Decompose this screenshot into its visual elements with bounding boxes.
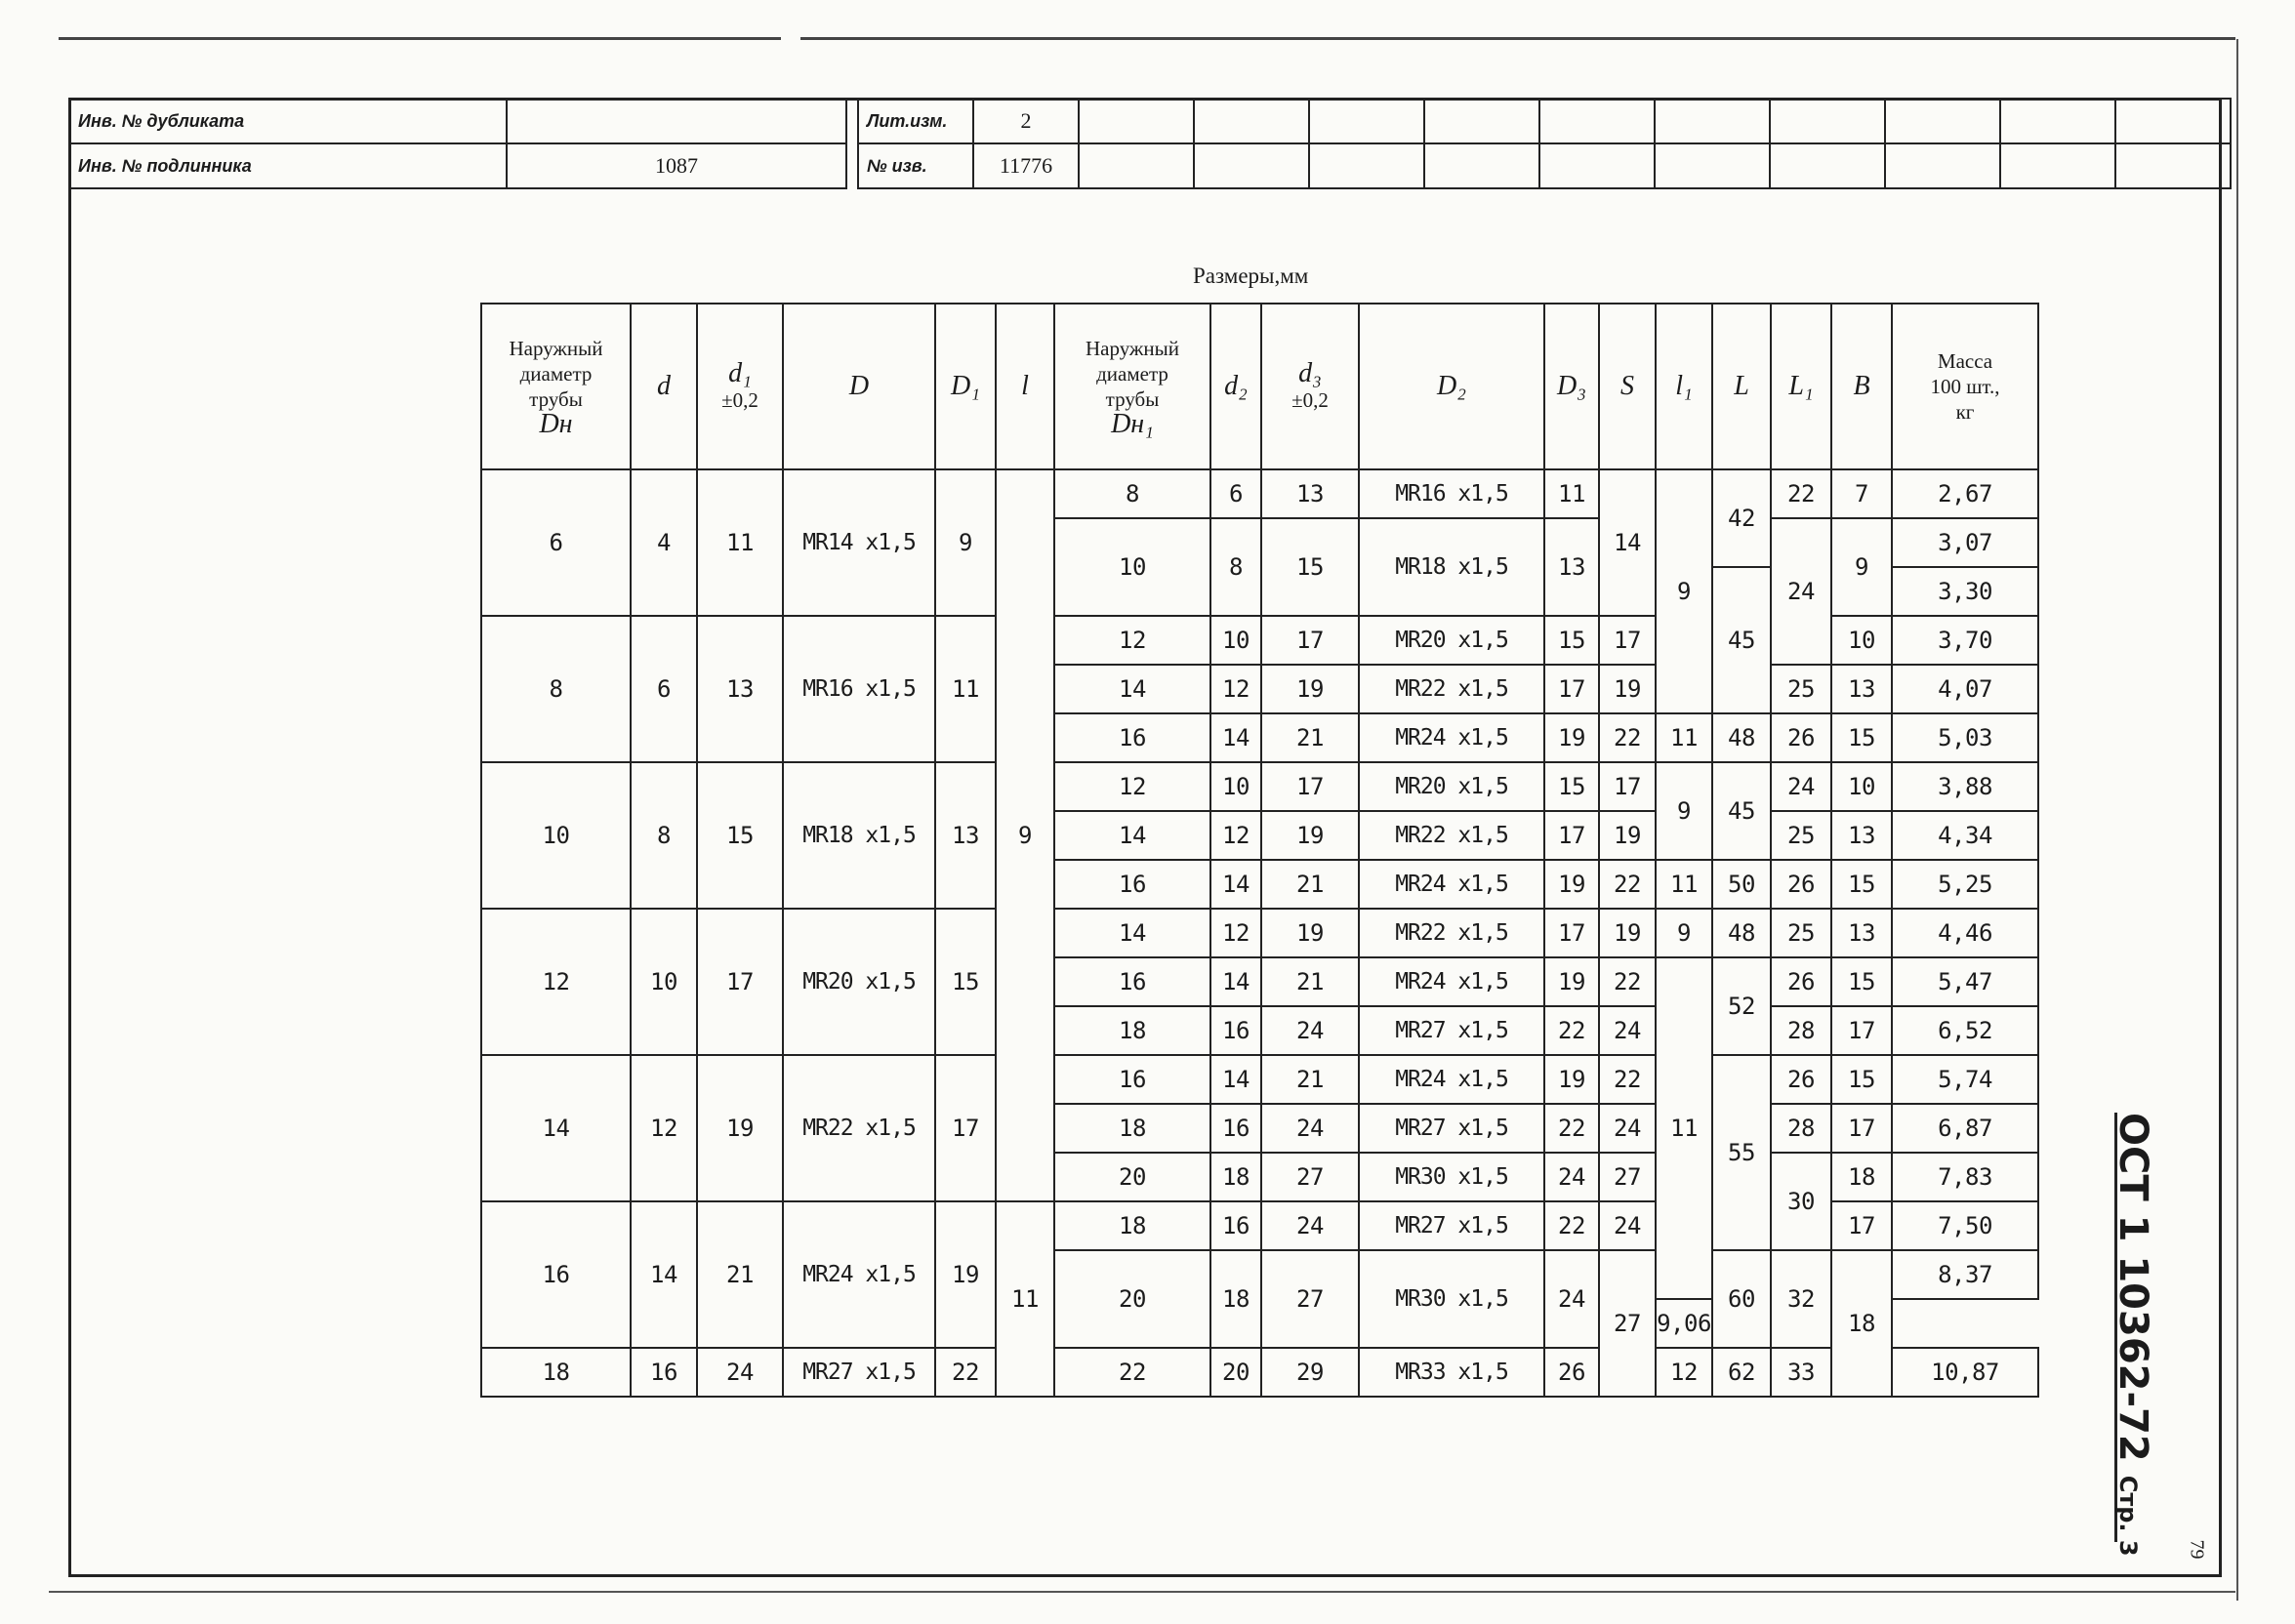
table-cell: 19 [1544, 860, 1599, 909]
table-cell: 22 [935, 1348, 996, 1397]
table-cell: 4 [631, 469, 697, 616]
col-D3: D₃ [1544, 304, 1599, 469]
table-cell: 15 [1544, 762, 1599, 811]
table-cell: MR30 x1,5 [1359, 1250, 1544, 1348]
table-cell: 14 [631, 1201, 697, 1348]
table-cell: 14 [1210, 957, 1261, 1006]
table-cell: 15 [1544, 616, 1599, 665]
table-cell: 9 [996, 469, 1054, 1201]
table-cell: 14 [1210, 713, 1261, 762]
table-cell: 22 [1599, 957, 1656, 1006]
table-cell: 27 [1599, 1153, 1656, 1201]
table-cell: 26 [1771, 860, 1831, 909]
standard-stamp [2087, 1113, 2175, 1557]
table-cell: 19 [1544, 713, 1599, 762]
table-cell: 16 [1210, 1104, 1261, 1153]
table-cell: 3,30 [1892, 567, 2038, 616]
table-cell: MR20 x1,5 [783, 909, 935, 1055]
table-cell: 14 [1054, 811, 1210, 860]
table-cell: MR24 x1,5 [1359, 713, 1544, 762]
table-cell: 17 [1261, 762, 1359, 811]
table-cell: 10,87 [1892, 1348, 2038, 1397]
col-d1: d₁ ±0,2 [697, 304, 783, 469]
table-cell: 52 [1712, 957, 1771, 1055]
table-cell: 9 [1656, 762, 1712, 860]
table-cell: 7,83 [1892, 1153, 2038, 1201]
table-cell: 3,88 [1892, 762, 2038, 811]
dimensions-caption: Размеры,мм [1193, 264, 1309, 288]
table-cell: 24 [697, 1348, 783, 1397]
table-cell: 42 [1712, 469, 1771, 567]
lit-label: Лит.изм. [858, 99, 973, 143]
table-cell: 45 [1712, 567, 1771, 713]
col-S: S [1599, 304, 1656, 469]
table-cell: 16 [631, 1348, 697, 1397]
table-cell: 48 [1712, 713, 1771, 762]
table-cell: MR22 x1,5 [1359, 811, 1544, 860]
table-cell: 10 [1831, 762, 1892, 811]
izv-label: № изв. [858, 143, 973, 188]
table-cell: 13 [1261, 469, 1359, 518]
table-cell: 22 [1544, 1201, 1599, 1250]
inv-dup-value [507, 99, 846, 143]
table-cell: 17 [1261, 616, 1359, 665]
table-cell: 16 [1054, 860, 1210, 909]
table-cell: 11 [1656, 957, 1712, 1299]
table-cell: 8 [481, 616, 631, 762]
table-cell: 10 [1210, 762, 1261, 811]
inv-dup-label: Инв. № дубликата [69, 99, 507, 143]
table-cell: 19 [1261, 665, 1359, 713]
table-cell: 14 [481, 1055, 631, 1201]
col-l1: l₁ [1656, 304, 1712, 469]
table-cell: 17 [1831, 1104, 1892, 1153]
table-cell: 33 [1771, 1348, 1831, 1397]
table-cell: 18 [1831, 1250, 1892, 1397]
col-D1: D₁ [935, 304, 996, 469]
table-cell: 7,50 [1892, 1201, 2038, 1250]
table-cell: 22 [1599, 713, 1656, 762]
col-dn: Наружный диаметр трубы Dн [481, 304, 631, 469]
table-cell: 4,46 [1892, 909, 2038, 957]
table-cell: 15 [935, 909, 996, 1055]
col-D: D [783, 304, 935, 469]
table-cell: 20 [1210, 1348, 1261, 1397]
table-cell: 6,87 [1892, 1104, 2038, 1153]
table-cell: 17 [1831, 1006, 1892, 1055]
table-cell: 24 [1771, 518, 1831, 665]
table-cell: 21 [1261, 713, 1359, 762]
table-cell: 32 [1771, 1250, 1831, 1348]
col-L1: L₁ [1771, 304, 1831, 469]
table-cell: 20 [1054, 1153, 1210, 1201]
bottom-rule [49, 1591, 2235, 1593]
table-cell: 9 [935, 469, 996, 616]
table-cell: 18 [1210, 1250, 1261, 1348]
table-cell: 22 [1054, 1348, 1210, 1397]
table-cell: 14 [1054, 909, 1210, 957]
table-cell: 11 [996, 1201, 1054, 1397]
table-cell: 18 [1054, 1006, 1210, 1055]
table-cell: 19 [697, 1055, 783, 1201]
table-cell: 18 [1831, 1153, 1892, 1201]
table-cell: 7 [1831, 469, 1892, 518]
table-cell: 30 [1771, 1153, 1831, 1250]
table-cell: 6 [1210, 469, 1261, 518]
table-cell: 12 [1210, 665, 1261, 713]
table-cell: 12 [631, 1055, 697, 1201]
table-cell: 21 [1261, 860, 1359, 909]
table-cell: 8 [631, 762, 697, 909]
table-cell: 6,52 [1892, 1006, 2038, 1055]
table-cell: 21 [697, 1201, 783, 1348]
table-cell: 9 [1656, 909, 1712, 957]
table-cell: 13 [1831, 665, 1892, 713]
table-cell: 18 [481, 1348, 631, 1397]
table-cell: 5,74 [1892, 1055, 2038, 1104]
table-cell: 5,25 [1892, 860, 2038, 909]
dimensions-table [480, 303, 2039, 1398]
table-cell: 22 [1544, 1006, 1599, 1055]
revision-stamp [857, 98, 2232, 189]
table-cell: 12 [1054, 762, 1210, 811]
table-cell: 17 [1544, 665, 1599, 713]
table-cell: 10 [481, 762, 631, 909]
table-cell: 19 [1261, 909, 1359, 957]
table-cell: 14 [1210, 860, 1261, 909]
table-cell: MR24 x1,5 [1359, 1055, 1544, 1104]
table-cell: 13 [1544, 518, 1599, 616]
table-cell: 12 [1656, 1348, 1712, 1397]
table-cell: 15 [1831, 957, 1892, 1006]
table-cell: 55 [1712, 1055, 1771, 1250]
col-dn1: Наружный диаметр трубы Dн₁ [1054, 304, 1210, 469]
table-cell: 8,37 [1892, 1250, 2038, 1299]
table-cell: 22 [1599, 860, 1656, 909]
table-cell: 22 [1599, 1055, 1656, 1104]
table-cell: 9 [1831, 518, 1892, 616]
table-cell: MR18 x1,5 [783, 762, 935, 909]
table-cell: 19 [1599, 909, 1656, 957]
table-cell: 26 [1544, 1348, 1599, 1397]
table-cell: 19 [1544, 1055, 1599, 1104]
table-cell: 13 [1831, 811, 1892, 860]
table-cell: MR24 x1,5 [783, 1201, 935, 1348]
standard-code: ОСТ 1 10362-72 [2111, 1113, 2155, 1462]
izv-value: 11776 [973, 143, 1079, 188]
table-cell: 15 [1261, 518, 1359, 616]
table-cell: 20 [1054, 1250, 1210, 1348]
table-cell: 14 [1054, 665, 1210, 713]
table-cell: 17 [1544, 811, 1599, 860]
table-cell: MR22 x1,5 [1359, 909, 1544, 957]
table-cell: 3,70 [1892, 616, 2038, 665]
table-cell: 9 [1656, 469, 1712, 713]
table-cell: 45 [1712, 762, 1771, 860]
col-L: L [1712, 304, 1771, 469]
right-edge-line [2236, 39, 2238, 1601]
table-cell: 14 [1599, 469, 1656, 616]
table-cell: 25 [1771, 909, 1831, 957]
table-cell: 24 [1261, 1104, 1359, 1153]
table-cell: 29 [1261, 1348, 1359, 1397]
table-cell: 19 [1261, 811, 1359, 860]
table-cell: 11 [935, 616, 996, 762]
table-cell: 11 [1656, 713, 1712, 762]
table-cell: 15 [1831, 713, 1892, 762]
table-cell: MR33 x1,5 [1359, 1348, 1544, 1397]
table-cell: 11 [1656, 860, 1712, 909]
table-cell: 8 [1054, 469, 1210, 518]
table-cell: 5,47 [1892, 957, 2038, 1006]
table-cell: 24 [1599, 1201, 1656, 1250]
table-cell: MR27 x1,5 [1359, 1104, 1544, 1153]
table-cell: 9,06 [1656, 1299, 1712, 1348]
col-d2: d₂ [1210, 304, 1261, 469]
table-cell: MR27 x1,5 [783, 1348, 935, 1397]
table-cell: 21 [1261, 957, 1359, 1006]
table-cell: 17 [1599, 762, 1656, 811]
table-cell: 22 [1771, 469, 1831, 518]
table-cell: 14 [1210, 1055, 1261, 1104]
table-cell: 15 [697, 762, 783, 909]
top-rule-right [800, 37, 2235, 40]
table-cell: 10 [631, 909, 697, 1055]
table-cell: 8 [1210, 518, 1261, 616]
table-cell: 50 [1712, 860, 1771, 909]
table-cell: 24 [1599, 1006, 1656, 1055]
table-cell: MR27 x1,5 [1359, 1006, 1544, 1055]
table-cell: 24 [1544, 1250, 1599, 1348]
table-cell: 25 [1771, 665, 1831, 713]
col-l: l [996, 304, 1054, 469]
table-cell: 27 [1599, 1250, 1656, 1397]
table-cell: 6 [631, 616, 697, 762]
col-D2: D₂ [1359, 304, 1544, 469]
table-cell: 12 [1210, 909, 1261, 957]
table-cell: MR30 x1,5 [1359, 1153, 1544, 1201]
table-cell: 25 [1771, 811, 1831, 860]
table-cell: 16 [1054, 957, 1210, 1006]
table-cell: 3,07 [1892, 518, 2038, 567]
table-cell: 11 [697, 469, 783, 616]
inventory-stamp [68, 98, 847, 189]
table-cell: MR20 x1,5 [1359, 762, 1544, 811]
table-cell: 21 [1261, 1055, 1359, 1104]
table-cell: 13 [697, 616, 783, 762]
table-cell: 12 [1054, 616, 1210, 665]
table-cell: 10 [1831, 616, 1892, 665]
top-rule-left [59, 37, 781, 40]
table-cell: 22 [1544, 1104, 1599, 1153]
table-cell: 62 [1712, 1348, 1771, 1397]
page-label: Стр. 3 [2114, 1475, 2142, 1557]
table-cell: 24 [1599, 1104, 1656, 1153]
table-cell: 28 [1771, 1104, 1831, 1153]
table-cell: 17 [935, 1055, 996, 1201]
table-cell: 26 [1771, 957, 1831, 1006]
table-cell: MR24 x1,5 [1359, 860, 1544, 909]
table-cell: 12 [481, 909, 631, 1055]
table-cell: 17 [1831, 1201, 1892, 1250]
table-cell: 15 [1831, 1055, 1892, 1104]
table-cell: 19 [1599, 665, 1656, 713]
table-cell: 24 [1544, 1153, 1599, 1201]
table-cell: 60 [1712, 1250, 1771, 1348]
table-cell: 19 [1599, 811, 1656, 860]
table-cell: 48 [1712, 909, 1771, 957]
table-cell: 16 [481, 1201, 631, 1348]
table-cell: MR22 x1,5 [1359, 665, 1544, 713]
col-B: B [1831, 304, 1892, 469]
table-cell: 10 [1054, 518, 1210, 616]
table-cell: MR24 x1,5 [1359, 957, 1544, 1006]
table-cell: MR27 x1,5 [1359, 1201, 1544, 1250]
table-cell: 16 [1210, 1201, 1261, 1250]
table-cell: MR14 x1,5 [783, 469, 935, 616]
table-cell: 4,07 [1892, 665, 2038, 713]
table-cell: MR16 x1,5 [1359, 469, 1544, 518]
col-d3: d₃ ±0,2 [1261, 304, 1359, 469]
table-cell: 13 [1831, 909, 1892, 957]
col-d: d [631, 304, 697, 469]
table-cell: 18 [1054, 1201, 1210, 1250]
table-cell: 24 [1771, 762, 1831, 811]
table-cell: 24 [1261, 1006, 1359, 1055]
table-cell: 27 [1261, 1250, 1359, 1348]
table-cell: 24 [1261, 1201, 1359, 1250]
table-cell: MR16 x1,5 [783, 616, 935, 762]
table-cell: 18 [1210, 1153, 1261, 1201]
table-cell: 10 [1210, 616, 1261, 665]
table-cell: 4,34 [1892, 811, 2038, 860]
table-cell: 26 [1771, 713, 1831, 762]
inv-orig-label: Инв. № подлинника [69, 143, 507, 188]
table-cell: 6 [481, 469, 631, 616]
table-cell: 17 [1544, 909, 1599, 957]
table-cell: 16 [1210, 1006, 1261, 1055]
table-cell: 26 [1771, 1055, 1831, 1104]
table-cell: 17 [1599, 616, 1656, 665]
page-number: 79 [2186, 1539, 2208, 1560]
table-cell: 19 [935, 1201, 996, 1348]
table-cell: 11 [1544, 469, 1599, 518]
table-cell: 12 [1210, 811, 1261, 860]
table-cell: 28 [1771, 1006, 1831, 1055]
table-cell: 17 [697, 909, 783, 1055]
table-cell: 5,03 [1892, 713, 2038, 762]
table-cell: 16 [1054, 713, 1210, 762]
lit-value: 2 [973, 99, 1079, 143]
table-cell: 18 [1054, 1104, 1210, 1153]
table-cell: 2,67 [1892, 469, 2038, 518]
table-cell: 27 [1261, 1153, 1359, 1201]
table-cell: MR22 x1,5 [783, 1055, 935, 1201]
table-cell: 15 [1831, 860, 1892, 909]
table-cell: 16 [1054, 1055, 1210, 1104]
table-cell: 13 [935, 762, 996, 909]
table-cell: 19 [1544, 957, 1599, 1006]
table-cell: MR18 x1,5 [1359, 518, 1544, 616]
col-mass: Масса 100 шт., кг [1892, 304, 2038, 469]
inv-orig-value: 1087 [507, 143, 846, 188]
table-cell: MR20 x1,5 [1359, 616, 1544, 665]
